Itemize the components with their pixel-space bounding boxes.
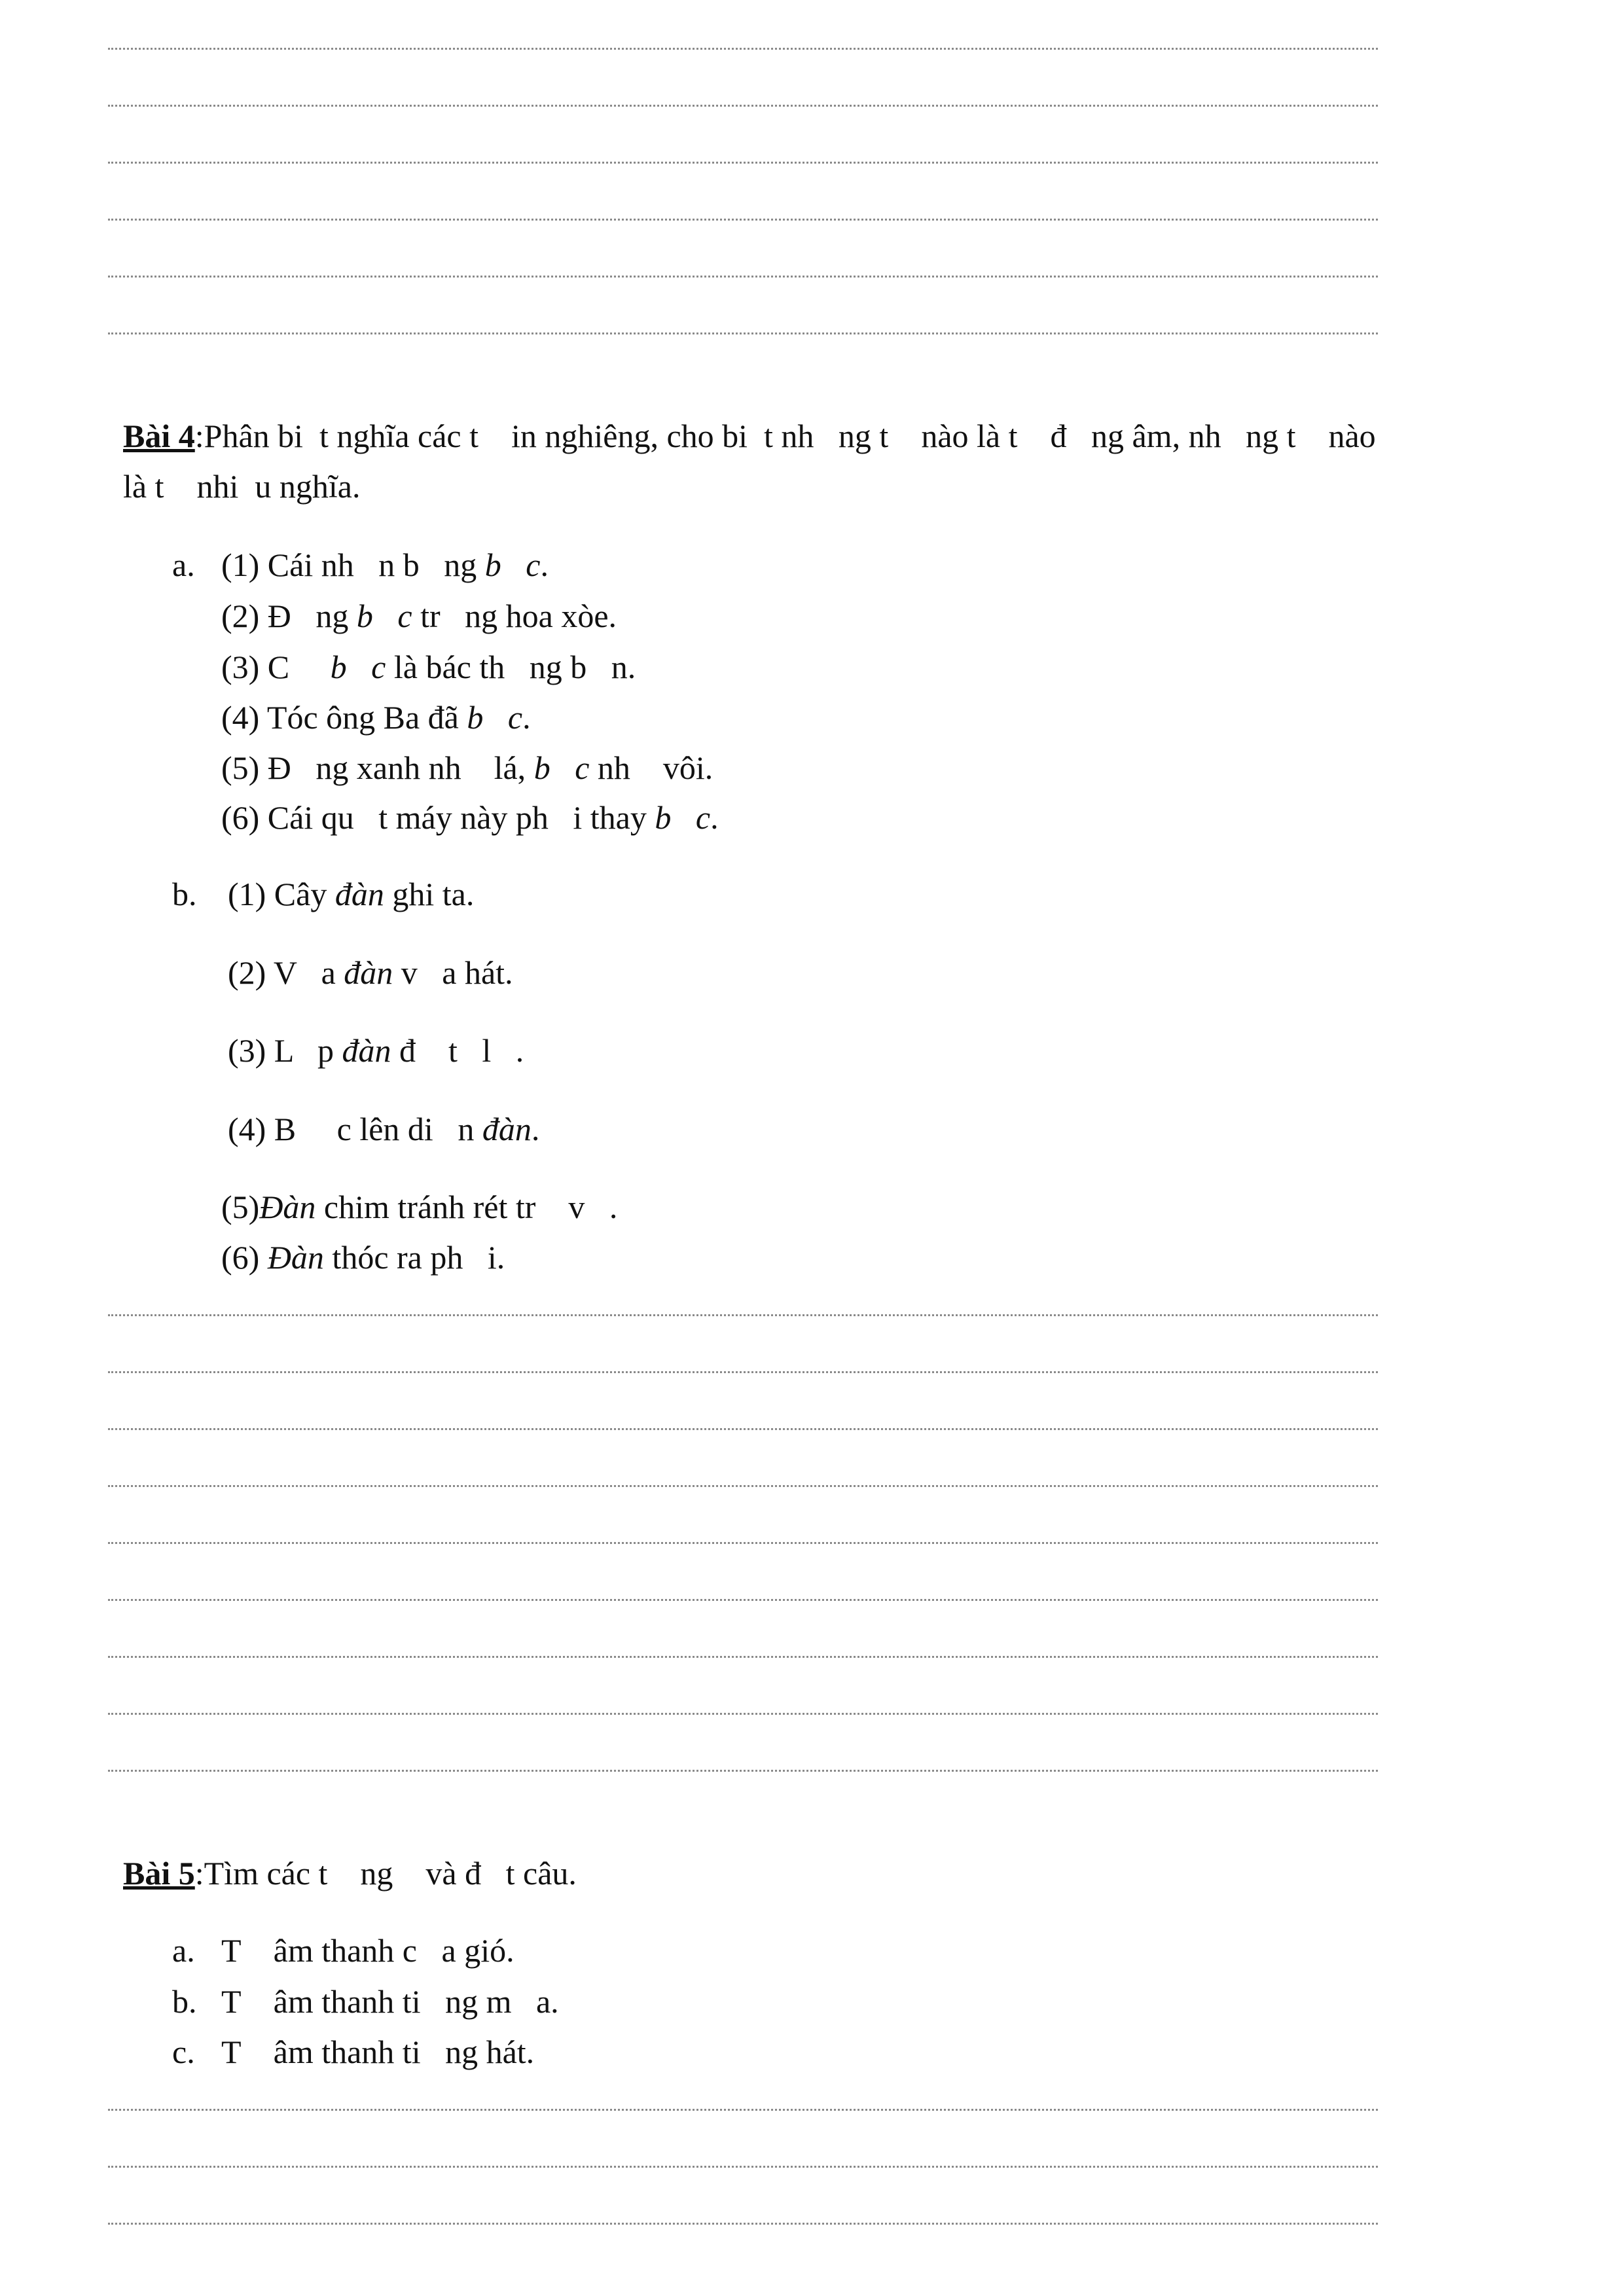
bai5-item: T âm thanh ti ng m a.: [221, 1983, 559, 2020]
writing-line: [108, 332, 1378, 334]
writing-line: [108, 105, 1378, 107]
bai4-b-item: (3) L p đàn đ t l .: [228, 1032, 524, 1069]
bai5-heading-text: :Tìm các t ng và đ t câu.: [194, 1855, 577, 1892]
writing-line: [108, 219, 1378, 221]
writing-line: [108, 1713, 1378, 1715]
writing-line: [108, 2109, 1378, 2111]
bai4-b-item: (1) Cây đàn ghi ta.: [228, 876, 475, 912]
writing-line: [108, 1371, 1378, 1373]
bai4-heading-text: :Phân bi t nghĩa các t in nghiêng, cho bi t nh ng t nào là t đ ng âm, nh ng t nào: [194, 418, 1376, 454]
bai4-b-item: (6) Đàn thóc ra ph i.: [221, 1239, 505, 1276]
writing-line: [108, 1485, 1378, 1487]
bai5-heading-label: Bài 5: [123, 1855, 195, 1892]
bai5-item: T âm thanh c a gió.: [221, 1932, 514, 1969]
bai4-a-item: (5) Đ ng xanh nh lá, b c nh vôi.: [221, 749, 713, 786]
bai5-item-marker: c.: [172, 2034, 195, 2070]
bai4-heading: [123, 416, 1376, 456]
bai4-heading-line2: là t nhi u nghĩa.: [123, 468, 361, 505]
writing-line: [108, 1770, 1378, 1772]
writing-line: [108, 1428, 1378, 1430]
bai5-item-marker: a.: [172, 1932, 195, 1969]
writing-line: [108, 1656, 1378, 1658]
bai4-a-item: (4) Tóc ông Ba đã b c.: [221, 699, 531, 736]
bai4-a-item: (2) Đ ng b c tr ng hoa xòe.: [221, 598, 617, 634]
writing-line: [108, 1314, 1378, 1316]
bai4-heading-label: Bài 4: [123, 418, 195, 454]
writing-line: [108, 2166, 1378, 2168]
bai4-b-item: (4) B c lên di n đàn.: [228, 1111, 540, 1147]
bai5-item: T âm thanh ti ng hát.: [221, 2034, 535, 2070]
bai4-a-item: (3) C b c là bác th ng b n.: [221, 649, 636, 685]
bai5-heading: [123, 1854, 577, 1893]
bai5-item-marker: b.: [172, 1983, 197, 2020]
writing-line: [108, 1542, 1378, 1544]
writing-line: [108, 1599, 1378, 1601]
writing-line: [108, 276, 1378, 278]
bai4-a-item: (1) Cái nh n b ng b c.: [221, 547, 549, 583]
writing-line: [108, 162, 1378, 164]
bai4-b-item: (2) V a đàn v a hát.: [228, 954, 513, 991]
bai4-b-item: (5)Đàn chim tránh rét tr v .: [221, 1189, 618, 1225]
writing-line: [108, 2223, 1378, 2225]
bai4-a-item: (6) Cái qu t máy này ph i thay b c.: [221, 799, 719, 836]
writing-line: [108, 48, 1378, 50]
bai4-part-b-marker: b.: [172, 876, 197, 912]
bai4-part-a-marker: a.: [172, 547, 195, 583]
